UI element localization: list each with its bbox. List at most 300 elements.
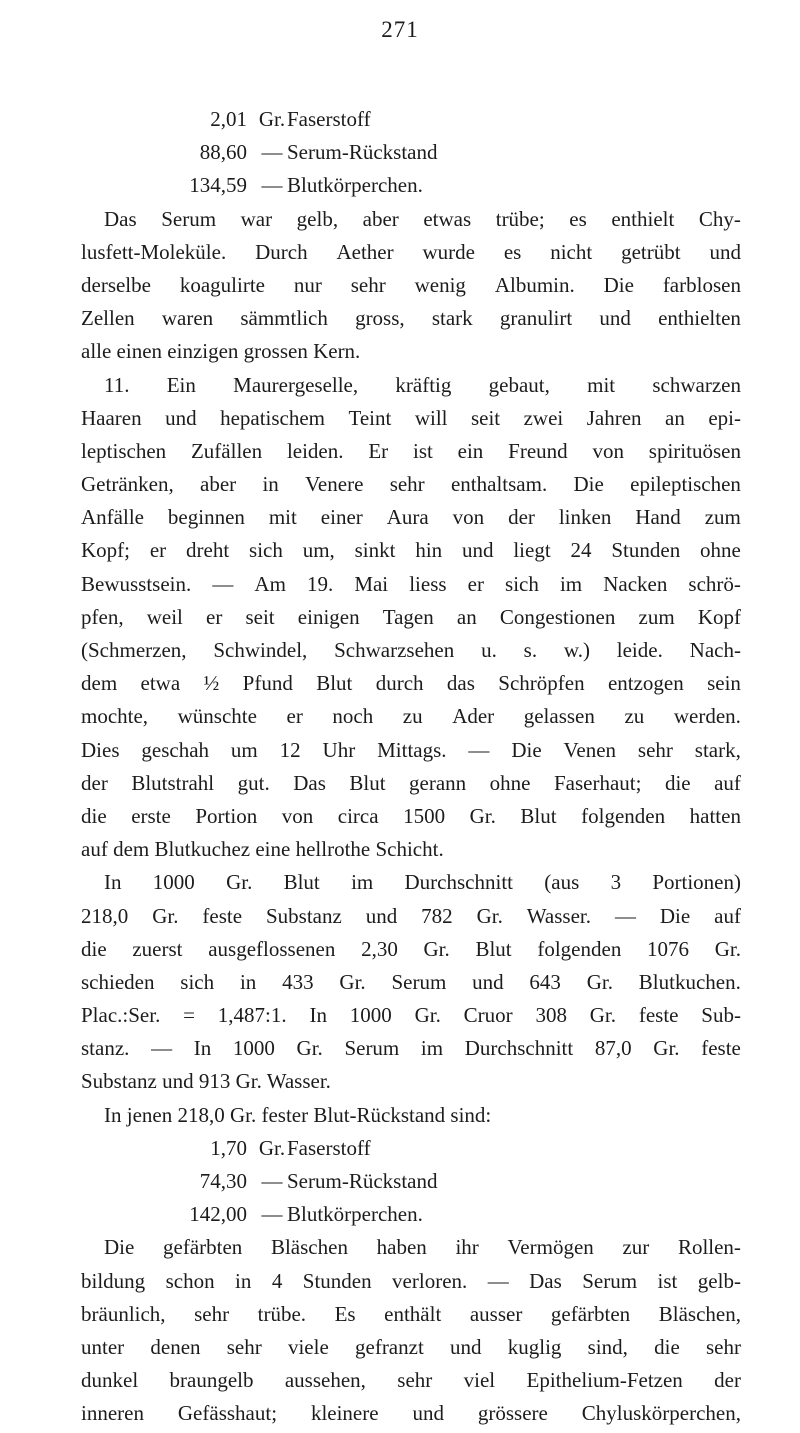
word: Substanz — [265, 903, 342, 928]
word: viele — [287, 1334, 329, 1359]
word: Uhr — [322, 737, 356, 762]
word: enthielt — [611, 206, 675, 231]
word: kuglig — [507, 1334, 562, 1359]
word: zu — [624, 704, 645, 729]
word: Stunden — [302, 1268, 372, 1293]
word: Blutstrahl — [131, 770, 215, 795]
text-line: alle einen einzigen grossen Kern. — [81, 339, 361, 364]
word: die — [81, 936, 107, 961]
text-line — [81, 1364, 741, 1397]
table-row — [81, 136, 741, 169]
text-line: In jenen 218,0 Gr. fester Blut-Rückstand sind: — [104, 1102, 492, 1127]
word: = — [183, 1003, 195, 1028]
word: Serum — [161, 206, 217, 231]
table-row — [81, 103, 741, 136]
word: Freund — [508, 438, 568, 463]
word: Mittags. — [377, 737, 447, 762]
word: seit — [470, 405, 501, 430]
word: w.) — [563, 638, 590, 662]
word: der — [508, 505, 535, 530]
word: Ader — [452, 704, 495, 729]
word: ½ — [203, 671, 220, 696]
text-line — [81, 700, 741, 733]
word: Rollen- — [677, 1235, 741, 1260]
table-row — [81, 1165, 741, 1198]
word: Epithelium-Fetzen — [526, 1368, 683, 1393]
text-line — [81, 534, 741, 567]
word: unter — [81, 1334, 125, 1359]
word: war — [240, 206, 273, 231]
word: s. — [523, 638, 538, 662]
word: gelassen — [523, 704, 595, 729]
word: Venere — [305, 472, 364, 497]
text-line — [81, 667, 741, 700]
word: ihr — [455, 1235, 479, 1260]
word: Bläschen, — [658, 1301, 741, 1326]
word: Chy- — [698, 206, 741, 231]
text-line — [81, 236, 741, 269]
word: Vermögen — [507, 1235, 594, 1260]
word: bräunlich, — [81, 1301, 166, 1326]
body-text — [81, 103, 741, 1431]
word: einigen — [297, 604, 360, 629]
table-label: Serum-Rückstand — [287, 1169, 438, 1193]
text-line — [81, 468, 741, 501]
word: und — [472, 969, 504, 994]
word: und — [365, 903, 398, 928]
word: um, — [302, 538, 335, 563]
word: Schwindel, — [213, 638, 308, 662]
word: auf — [714, 770, 741, 795]
word: in — [235, 1268, 252, 1293]
word: sinkt — [354, 538, 396, 563]
word: Teint — [348, 405, 392, 430]
word: Mai — [354, 571, 389, 596]
word: leide. — [616, 638, 663, 662]
text-line — [81, 634, 741, 667]
word: 11. — [104, 372, 130, 397]
text-line: auf dem Blutkuchez eine hellrothe Schicht. — [81, 837, 444, 862]
text-line: Substanz und 913 Gr. Wasser. — [81, 1069, 331, 1094]
word: 782 — [421, 903, 453, 928]
word: enthielten — [658, 306, 741, 331]
word: trübe; — [495, 206, 545, 231]
word: 4 — [271, 1268, 283, 1293]
word: sich — [249, 538, 283, 563]
word: Gr. — [423, 936, 450, 961]
word: Bläschen — [270, 1235, 348, 1260]
word: es — [569, 206, 587, 231]
word: nur — [293, 272, 322, 297]
text-line — [81, 369, 741, 402]
word: gross, — [355, 306, 405, 331]
word: 643 — [529, 969, 561, 994]
word: gebaut, — [488, 372, 550, 397]
word: derselbe — [81, 272, 151, 297]
text-line — [81, 966, 741, 999]
word: Venen — [563, 737, 617, 762]
word: epileptischen — [630, 472, 741, 497]
word: Die — [511, 737, 542, 762]
word: geschah — [141, 737, 210, 762]
word: viel — [463, 1368, 496, 1393]
word: sehr — [705, 1334, 741, 1359]
word: — — [151, 1036, 173, 1061]
word: Plac.:Ser. — [81, 1003, 161, 1028]
table-value: 88,60 — [199, 140, 247, 165]
word: seit — [245, 604, 275, 629]
word: werden. — [673, 704, 741, 729]
word: einer — [320, 505, 363, 530]
word: Gr. — [469, 803, 496, 828]
word: Gr. — [339, 969, 366, 994]
word: — — [614, 903, 636, 928]
text-line — [81, 1231, 741, 1264]
word: — — [487, 1268, 509, 1293]
word: koagulirte — [179, 272, 265, 297]
word: 1076 — [647, 936, 690, 961]
table-unit: Gr. — [258, 1135, 286, 1160]
word: lusfett-Moleküle. — [81, 239, 227, 264]
table-value: 134,59 — [189, 173, 247, 198]
word: In — [309, 1003, 327, 1028]
word: Er — [368, 438, 389, 463]
table-unit: Gr. — [258, 107, 286, 131]
word: ohne — [700, 538, 741, 563]
word: epi- — [708, 405, 741, 430]
word: Serum — [344, 1036, 400, 1061]
word: gelb, — [296, 206, 339, 231]
word: Albumin. — [494, 272, 575, 297]
word: Aether — [336, 239, 394, 264]
text-line — [81, 933, 741, 966]
word: schieden — [81, 969, 155, 994]
word: waren — [161, 306, 214, 331]
word: schon — [165, 1268, 215, 1293]
word: schrö- — [688, 571, 741, 596]
word: schwarzen — [652, 372, 741, 397]
word: zum — [704, 505, 741, 530]
text-line — [81, 1397, 741, 1430]
word: feste — [638, 1003, 679, 1028]
word: sind, — [587, 1334, 628, 1359]
word: Das — [293, 770, 326, 795]
word: wenig — [414, 272, 466, 297]
text-line — [81, 1032, 741, 1065]
word: 87,0 — [594, 1036, 632, 1061]
word: aussehen, — [284, 1368, 366, 1393]
text-line — [81, 568, 741, 601]
word: Cruor — [463, 1003, 513, 1028]
word: Blut — [349, 770, 386, 795]
word: es — [503, 239, 522, 264]
word: erste — [131, 803, 171, 828]
table-unit: — — [261, 140, 283, 165]
word: stark, — [694, 737, 741, 762]
word: Gr. — [714, 936, 741, 961]
word: ausgeflossenen — [208, 936, 336, 961]
word: von — [281, 803, 314, 828]
word: beginnen — [167, 505, 245, 530]
word: dunkel — [81, 1368, 139, 1393]
table-unit: — — [261, 1169, 283, 1193]
word: und — [412, 1401, 444, 1426]
word: gefärbten — [163, 1235, 243, 1260]
word: und — [709, 239, 741, 264]
word: an — [665, 405, 685, 430]
word: getrübt — [621, 239, 681, 264]
text-line — [81, 501, 741, 534]
word: hepatischem — [220, 405, 326, 430]
word: weil — [146, 604, 183, 629]
word: granulirt — [499, 306, 573, 331]
word: Ein — [166, 372, 196, 397]
table-row — [81, 1198, 741, 1231]
word: durch — [375, 671, 424, 696]
table-label: Faserstoff — [287, 1135, 371, 1160]
word: Gr. — [476, 903, 503, 928]
word: nicht — [550, 239, 593, 264]
word: 1000 — [232, 1036, 275, 1061]
word: ist — [412, 438, 433, 463]
word: Das — [529, 1268, 562, 1293]
word: liess — [409, 571, 447, 596]
word: Gr. — [226, 870, 253, 895]
text-line — [81, 900, 741, 933]
word: Aura — [386, 505, 429, 530]
page-number: 271 — [381, 17, 419, 42]
table-value: 2,01 — [210, 107, 247, 131]
word: von — [592, 438, 624, 463]
word: 12 — [279, 737, 301, 762]
word: Die — [104, 1235, 135, 1260]
word: Gr. — [653, 1036, 680, 1061]
word: Sub- — [701, 1003, 741, 1028]
word: Serum — [582, 1268, 638, 1293]
word: er — [467, 571, 484, 596]
text-line — [81, 269, 741, 302]
word: — — [468, 737, 490, 762]
text-line — [81, 203, 741, 236]
word: sehr — [397, 1368, 433, 1393]
word: Stunden — [611, 538, 681, 563]
word: enthaltsam. — [450, 472, 548, 497]
word: u. — [481, 638, 497, 662]
text-line — [81, 999, 741, 1032]
word: an — [456, 604, 477, 629]
word: 2,30 — [361, 936, 398, 961]
word: Anfälle — [81, 505, 144, 530]
word: sein — [707, 671, 741, 696]
word: Haaren — [81, 405, 142, 430]
word: Gr. — [152, 903, 179, 928]
table-row — [81, 1132, 741, 1165]
word: der — [81, 770, 108, 795]
word: sehr — [350, 272, 386, 297]
word: aber — [362, 206, 399, 231]
table-label: Faserstoff — [287, 107, 371, 131]
word: 1000 — [349, 1003, 392, 1028]
word: Nach- — [689, 638, 741, 662]
table-row — [81, 169, 741, 202]
word: zwei — [523, 405, 564, 430]
word: stanz. — [81, 1036, 130, 1061]
word: — — [212, 571, 234, 596]
table-unit: — — [261, 173, 283, 198]
text-line — [81, 1331, 741, 1364]
word: Das — [104, 206, 137, 231]
word: folgenden — [581, 803, 666, 828]
word: bildung — [81, 1268, 146, 1293]
word: Hand — [635, 505, 681, 530]
word: linken — [558, 505, 612, 530]
word: ausser — [469, 1301, 523, 1326]
word: Blut — [520, 803, 557, 828]
word: entzogen — [607, 671, 684, 696]
word: er — [206, 604, 223, 629]
word: stark — [431, 306, 473, 331]
word: Die — [603, 272, 634, 297]
word: circa — [337, 803, 379, 828]
word: und — [462, 538, 494, 563]
word: Pfund — [242, 671, 293, 696]
word: 1,487:1. — [217, 1003, 287, 1028]
word: etwa — [140, 671, 181, 696]
text-line — [81, 1265, 741, 1298]
word: folgenden — [537, 936, 622, 961]
word: Die — [659, 903, 691, 928]
word: Gr. — [414, 1003, 441, 1028]
word: aber — [200, 472, 237, 497]
word: gut. — [237, 770, 270, 795]
word: Wasser. — [526, 903, 592, 928]
word: leptischen — [81, 438, 167, 463]
word: Schröpfen — [498, 671, 585, 696]
word: ein — [457, 438, 484, 463]
word: zu — [402, 704, 423, 729]
word: er — [286, 704, 303, 729]
word: und — [450, 1334, 482, 1359]
word: gerann — [409, 770, 467, 795]
word: Blut — [475, 936, 512, 961]
word: Zufällen — [190, 438, 263, 463]
word: 24 — [570, 538, 592, 563]
word: 1500 — [403, 803, 446, 828]
word: Schwarzsehen — [334, 638, 455, 662]
word: ohne — [489, 770, 531, 795]
word: noch — [332, 704, 374, 729]
word: Kopf; — [81, 538, 130, 563]
word: Getränken, — [81, 472, 174, 497]
word: Chyluskörperchen, — [581, 1401, 741, 1426]
word: in — [239, 969, 257, 994]
word: die — [81, 803, 107, 828]
word: gefranzt — [355, 1334, 424, 1359]
word: auf — [714, 903, 741, 928]
word: pfen, — [81, 604, 124, 629]
word: (Schmerzen, — [81, 638, 187, 662]
text-line — [81, 767, 741, 800]
table-value: 1,70 — [210, 1135, 247, 1160]
table-unit: — — [261, 1202, 283, 1227]
word: 3 — [610, 870, 622, 895]
word: Maurergeselle, — [233, 372, 359, 397]
word: Faserhaut; — [553, 770, 642, 795]
word: mit — [587, 372, 616, 397]
word: sehr — [389, 472, 425, 497]
word: In — [104, 870, 122, 895]
word: Durchschnitt — [404, 870, 513, 895]
word: leiden. — [286, 438, 344, 463]
text-line — [81, 734, 741, 767]
word: 433 — [282, 969, 314, 994]
word: gelb- — [697, 1268, 741, 1293]
word: Bewusstsein. — [81, 571, 192, 596]
text-line — [81, 302, 741, 335]
word: zuerst — [132, 936, 183, 961]
word: wünschte — [177, 704, 257, 729]
word: er — [149, 538, 167, 563]
word: und — [165, 405, 197, 430]
word: will — [414, 405, 448, 430]
word: Tagen — [382, 604, 434, 629]
word: (aus — [544, 870, 580, 895]
table-value: 74,30 — [199, 1169, 247, 1193]
text-line — [81, 800, 741, 833]
word: sehr — [194, 1301, 230, 1326]
text-line — [81, 1298, 741, 1331]
word: im — [420, 1036, 444, 1061]
word: enthält — [384, 1301, 442, 1326]
word: der — [714, 1368, 741, 1393]
word: In — [193, 1036, 212, 1061]
word: Durch — [255, 239, 308, 264]
word: die — [654, 1334, 680, 1359]
word: trübe. — [257, 1301, 307, 1326]
word: haben — [376, 1235, 427, 1260]
word: hin — [415, 538, 443, 563]
word: braungelb — [169, 1368, 254, 1393]
word: Zellen — [81, 306, 135, 331]
word: dreht — [186, 538, 230, 563]
word: zum — [638, 604, 675, 629]
word: Portion — [195, 803, 258, 828]
word: Gr. — [296, 1036, 323, 1061]
word: 308 — [535, 1003, 567, 1028]
word: Kopf — [697, 604, 741, 629]
word: ist — [657, 1268, 678, 1293]
word: Congestionen — [499, 604, 616, 629]
word: wurde — [422, 239, 475, 264]
word: Es — [334, 1301, 356, 1326]
word: Gefässhaut; — [177, 1401, 278, 1426]
word: verloren. — [392, 1268, 468, 1293]
text-line — [81, 866, 741, 899]
table-label: Blutkörperchen. — [287, 1202, 423, 1227]
word: feste — [701, 1036, 741, 1061]
word: um — [230, 737, 258, 762]
word: kräftig — [395, 372, 452, 397]
word: Portionen) — [652, 870, 741, 895]
word: Nacken — [603, 571, 668, 596]
word: das — [446, 671, 475, 696]
word: etwas — [423, 206, 472, 231]
word: und — [599, 306, 631, 331]
word: dem — [81, 671, 118, 696]
word: mochte, — [81, 704, 149, 729]
word: sehr — [226, 1334, 262, 1359]
word: in — [262, 472, 279, 497]
